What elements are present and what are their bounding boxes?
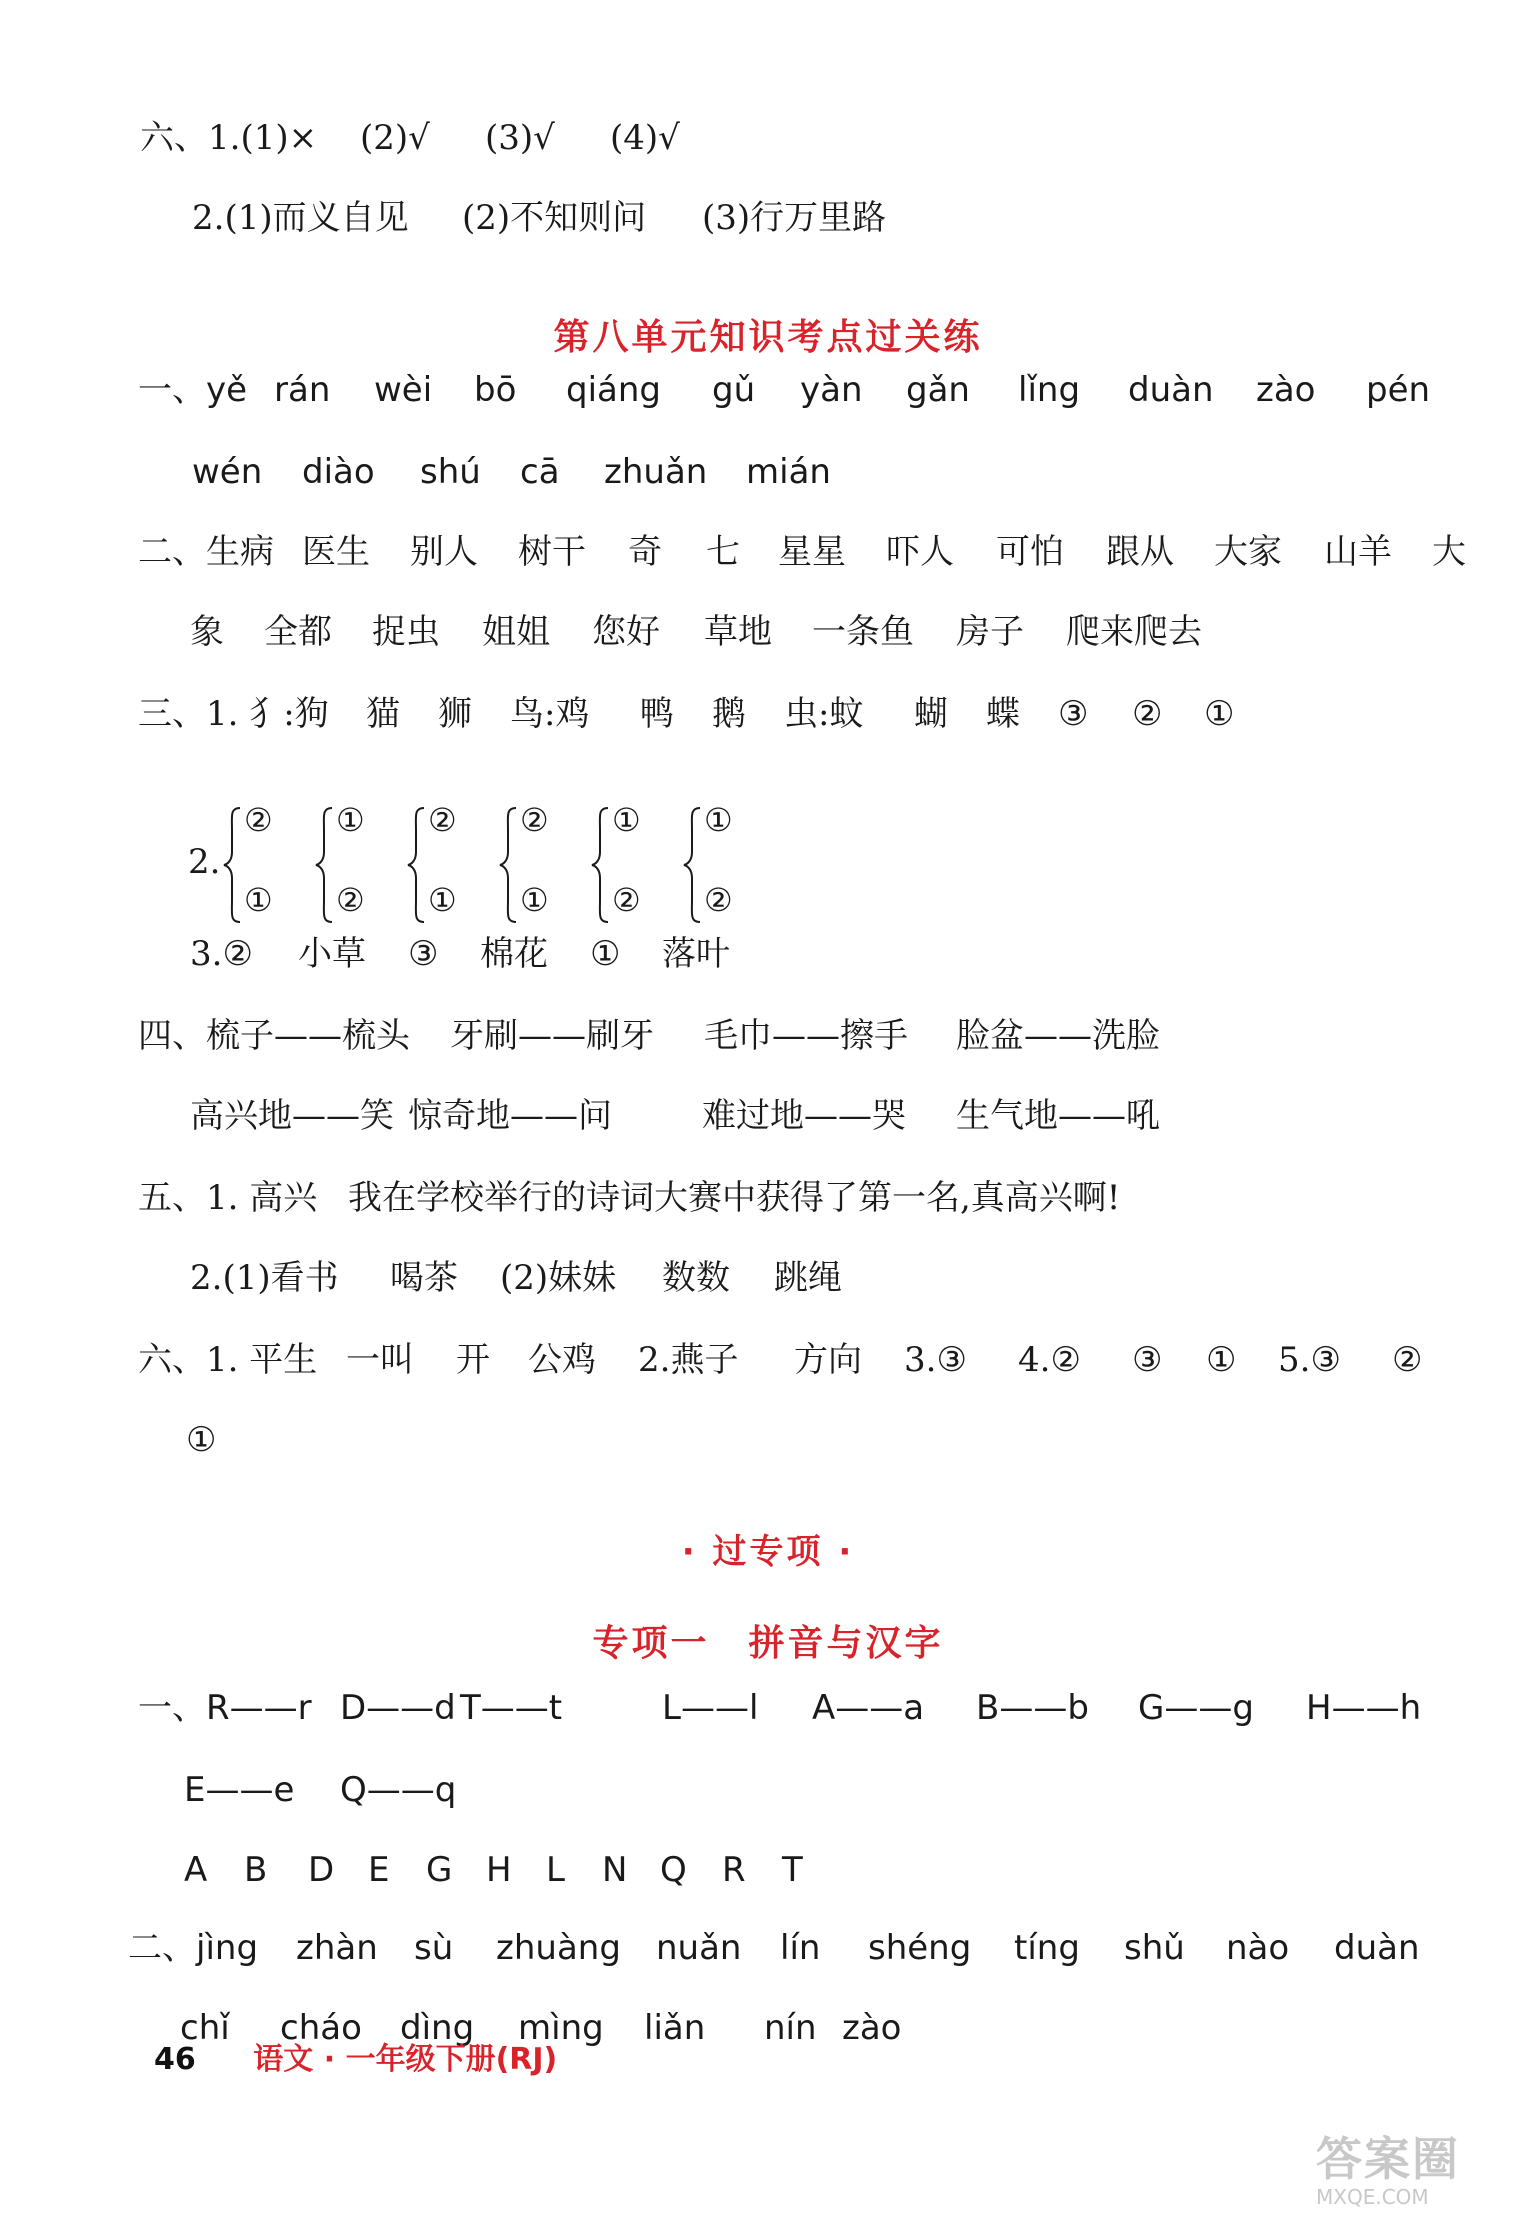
answer-item: 六、1.(1)× — [140, 118, 318, 158]
answer-item: 全都 — [264, 612, 332, 652]
answer-item: (3)√ — [485, 118, 555, 158]
answer-item: ② — [1132, 694, 1163, 734]
answer-item: 别人 — [410, 532, 478, 572]
answer-item: lǐng — [1018, 370, 1081, 410]
book-subject: 语文 · 一年级下册(RJ) — [253, 2042, 558, 2077]
unit8-heading: 第八单元知识考点过关练 — [553, 317, 983, 358]
answer-item: zhuǎn — [604, 452, 708, 492]
answer-item: ① — [1206, 1340, 1237, 1380]
answer-item: 狮 — [438, 694, 472, 734]
answer-item: 小草 — [298, 934, 366, 974]
answer-item: zhuàng — [496, 1928, 621, 1968]
answer-item: 5.③ — [1278, 1340, 1341, 1380]
curly-brace-icon — [406, 806, 428, 924]
answer-item: 2.(1)而义自见 — [192, 198, 409, 238]
answer-item: D——d — [340, 1688, 456, 1728]
answer-item: Q — [660, 1850, 687, 1890]
answer-item: A——a — [812, 1688, 925, 1728]
answer-item: A — [184, 1850, 208, 1890]
answer-item: 脸盆——洗脸 — [956, 1016, 1160, 1056]
answer-item: duàn — [1128, 370, 1214, 410]
brace-top-answer: ② — [428, 801, 457, 839]
answer-item: 3.③ — [904, 1340, 967, 1380]
brace-top-answer: ① — [704, 801, 733, 839]
answer-item: 草地 — [704, 612, 772, 652]
answer-item: E — [368, 1850, 390, 1890]
brace-pair — [406, 800, 496, 930]
answer-item: 虫:蚊 — [784, 694, 864, 734]
answer-item: zào — [842, 2008, 902, 2048]
answer-item: 蝶 — [986, 694, 1020, 734]
answer-item: 大家 — [1214, 532, 1282, 572]
answer-item: gǔ — [712, 370, 756, 410]
answer-item: 惊奇地——问 — [408, 1096, 612, 1136]
answer-item: rán — [274, 370, 331, 410]
brace-pair — [314, 800, 404, 930]
answer-item: chǐ — [180, 2008, 230, 2048]
answer-item: 七 — [706, 532, 740, 572]
answer-item: 奇 — [628, 532, 662, 572]
answer-item: lín — [780, 1928, 821, 1968]
answer-item: cháo — [280, 2008, 362, 2048]
brace-bottom-answer: ② — [612, 881, 641, 919]
answer-item: 可怕 — [996, 532, 1064, 572]
answer-item: 猫 — [366, 694, 400, 734]
answer-item: (4)√ — [610, 118, 680, 158]
brace-top-answer: ② — [244, 801, 273, 839]
brace-top-answer: ① — [612, 801, 641, 839]
answer-item: (3)行万里路 — [702, 198, 887, 238]
answer-item: 星星 — [778, 532, 846, 572]
brace-pair — [682, 800, 772, 930]
answer-item: 落叶 — [662, 934, 730, 974]
answer-item: sù — [414, 1928, 454, 1968]
answer-item: wèi — [374, 370, 433, 410]
answer-item: N — [602, 1850, 628, 1890]
answer-item: mìng — [518, 2008, 604, 2048]
answer-item: qiáng — [566, 370, 661, 410]
answer-item: ③ — [1058, 694, 1089, 734]
answer-item: 六、1. 平生 — [138, 1340, 318, 1380]
answer-item: 一、R——r — [138, 1688, 312, 1728]
answer-item: ③ — [1132, 1340, 1163, 1380]
answer-item: 姐姐 — [482, 612, 550, 652]
answer-item: H——h — [1306, 1688, 1422, 1728]
brace-pair — [498, 800, 588, 930]
answer-item: pén — [1366, 370, 1431, 410]
answer-item: 数数 — [662, 1258, 730, 1298]
brace-bottom-answer: ② — [336, 881, 365, 919]
brace-bottom-answer: ① — [244, 881, 273, 919]
answer-item: Q——q — [340, 1770, 457, 1810]
answer-item: tíng — [1014, 1928, 1080, 1968]
section-heading: · 过专项 · — [681, 1532, 855, 1572]
curly-brace-icon — [498, 806, 520, 924]
answer-item: B——b — [976, 1688, 1089, 1728]
answer-item: 象 — [190, 612, 224, 652]
answer-item: 您好 — [592, 612, 660, 652]
answer-item: 二、生病 — [138, 532, 274, 572]
answer-item: 鸟:鸡 — [510, 694, 590, 734]
brace-top-answer: ① — [336, 801, 365, 839]
answer-item: T——t — [460, 1688, 563, 1728]
answer-item: zhàn — [296, 1928, 378, 1968]
answer-item: 跟从 — [1106, 532, 1174, 572]
answer-item: wén — [192, 452, 263, 492]
answer-item: 蝴 — [914, 694, 948, 734]
answer-item: nín — [764, 2008, 817, 2048]
answer-item: 毛巾——擦手 — [704, 1016, 908, 1056]
answer-item: D — [308, 1850, 335, 1890]
answer-item: L——l — [662, 1688, 759, 1728]
answer-item: 公鸡 — [528, 1340, 596, 1380]
answer-item: H — [486, 1850, 512, 1890]
answer-item: 吓人 — [886, 532, 954, 572]
answer-item: yàn — [800, 370, 863, 410]
answer-item: (2)√ — [360, 118, 430, 158]
answer-item: 一条鱼 — [812, 612, 914, 652]
answer-item: 房子 — [956, 612, 1024, 652]
answer-item: 生气地——吼 — [956, 1096, 1160, 1136]
brace-pair — [222, 800, 312, 930]
answer-item: 4.② — [1018, 1340, 1081, 1380]
answer-item: cā — [520, 452, 560, 492]
answer-item: ① — [186, 1420, 217, 1460]
answer-item: 2.(1)看书 — [190, 1258, 339, 1298]
brace-item-label: 2. — [188, 842, 221, 882]
answer-item: 三、1. 犭:狗 — [138, 694, 329, 734]
answer-item: duàn — [1334, 1928, 1420, 1968]
answer-item: 捉虫 — [372, 612, 440, 652]
answer-item: G — [426, 1850, 453, 1890]
brace-pair — [590, 800, 680, 930]
answer-item: B — [244, 1850, 268, 1890]
answer-item: ③ — [408, 934, 439, 974]
answer-item: E——e — [184, 1770, 295, 1810]
curly-brace-icon — [682, 806, 704, 924]
answer-item: ② — [1392, 1340, 1423, 1380]
topic1-heading: 专项一 拼音与汉字 — [592, 1623, 944, 1664]
answer-item: 我在学校举行的诗词大赛中获得了第一名,真高兴啊! — [348, 1178, 1121, 1218]
watermark-url: MXQE.COM — [1316, 2185, 1429, 2209]
page-number: 46 — [154, 2042, 196, 2077]
answer-item: gǎn — [906, 370, 970, 410]
answer-item: bō — [474, 370, 517, 410]
curly-brace-icon — [222, 806, 244, 924]
answer-item: nuǎn — [656, 1928, 742, 1968]
answer-item: 山羊 — [1324, 532, 1392, 572]
curly-brace-icon — [314, 806, 336, 924]
brace-bottom-answer: ① — [520, 881, 549, 919]
answer-item: 喝茶 — [390, 1258, 458, 1298]
answer-item: 跳绳 — [774, 1258, 842, 1298]
answer-item: 鸭 — [640, 694, 674, 734]
answer-item: nào — [1226, 1928, 1290, 1968]
answer-item: 3.② — [190, 934, 253, 974]
answer-item: 难过地——哭 — [702, 1096, 906, 1136]
answer-item: shǔ — [1124, 1928, 1185, 1968]
page-footer — [154, 2040, 557, 2080]
brace-bottom-answer: ① — [428, 881, 457, 919]
answer-item: ① — [1204, 694, 1235, 734]
answer-item: 开 — [456, 1340, 490, 1380]
answer-item: 一叫 — [346, 1340, 414, 1380]
answer-item: 方向 — [794, 1340, 862, 1380]
answer-item: 四、梳子——梳头 — [138, 1016, 410, 1056]
answer-item: T — [782, 1850, 803, 1890]
answer-item: (2)不知则问 — [462, 198, 647, 238]
answer-item: 树干 — [518, 532, 586, 572]
answer-item: 二、jìng — [128, 1928, 259, 1968]
answer-item: G——g — [1138, 1688, 1254, 1728]
answer-item: shú — [420, 452, 481, 492]
answer-item: 五、1. 高兴 — [138, 1178, 318, 1218]
answer-item: 2.燕子 — [638, 1340, 739, 1380]
watermark-text: 答案圈 — [1316, 2132, 1460, 2186]
answer-item: R — [722, 1850, 746, 1890]
answer-item: zào — [1256, 370, 1316, 410]
answer-item: 棉花 — [480, 934, 548, 974]
answer-item: liǎn — [644, 2008, 706, 2048]
answer-item: (2)妹妹 — [500, 1258, 617, 1298]
answer-item: diào — [302, 452, 375, 492]
answer-item: 鹅 — [712, 694, 746, 734]
answer-item: mián — [746, 452, 831, 492]
brace-top-answer: ② — [520, 801, 549, 839]
curly-brace-icon — [590, 806, 612, 924]
answer-item: 大 — [1432, 532, 1466, 572]
answer-item: dìng — [400, 2008, 475, 2048]
answer-item: 牙刷——刷牙 — [450, 1016, 654, 1056]
answer-item: 高兴地——笑 — [190, 1096, 394, 1136]
answer-item: shéng — [868, 1928, 972, 1968]
answer-item: ① — [590, 934, 621, 974]
answer-item: 一、yě — [138, 370, 248, 410]
watermark-logo — [1316, 2123, 1506, 2209]
answer-item: 医生 — [302, 532, 370, 572]
answer-item: 爬来爬去 — [1066, 612, 1202, 652]
answer-item: L — [546, 1850, 565, 1890]
brace-bottom-answer: ② — [704, 881, 733, 919]
